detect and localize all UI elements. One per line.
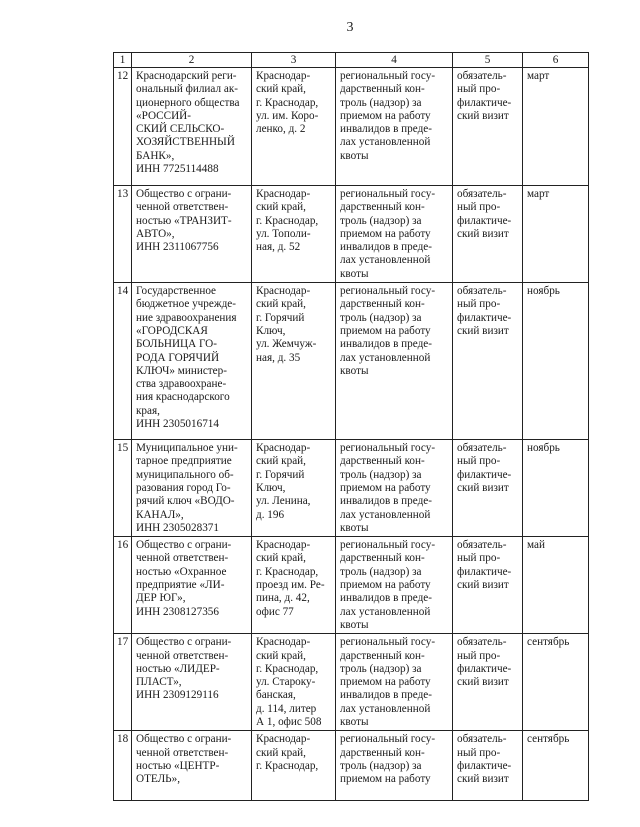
- month-cell: март: [523, 68, 589, 186]
- preventive-measure-cell: обязатель- ный про- филактиче- ский визит: [453, 283, 523, 440]
- table-row: [114, 186, 589, 283]
- control-type-cell: региональный госу- дарственный кон- троль (надзор) за приемом на работу инвалидов в преде- лах установленной квоты: [336, 68, 453, 186]
- control-type-cell: региональный госу- дарственный кон- троль (надзор) за приемом на работу инвалидов в преде- лах установленной квоты: [336, 634, 453, 731]
- address-cell: Краснодар- ский край, г. Горячий Ключ, ул. Жемчуж- ная, д. 35: [252, 283, 336, 440]
- preventive-measure-cell: обязатель- ный про- филактиче- ский визит: [453, 537, 523, 634]
- address-cell: Краснодар- ский край, г. Краснодар, ул. им. Коро- ленко, д. 2: [252, 68, 336, 186]
- row-number-cell: 14: [114, 283, 132, 440]
- table-row: [114, 731, 589, 801]
- organization-cell: Краснодарский реги- ональный филиал ак- ционерного общества «РОССИЙ- СКИЙ СЕЛЬСКО- ХОЗЯЙСТВЕННЫЙ БАНК», ИНН 7725114488: [132, 68, 252, 186]
- control-type-cell: региональный госу- дарственный кон- троль (надзор) за приемом на работу инвалидов в преде- лах установленной квоты: [336, 186, 453, 283]
- column-number: 5: [453, 53, 523, 68]
- month-cell: май: [523, 537, 589, 634]
- page-number: 3: [346, 20, 354, 35]
- column-number: 2: [132, 53, 252, 68]
- column-number-row: [114, 53, 589, 68]
- table-row: [114, 283, 589, 440]
- organization-cell: Общество с ограни- ченной ответствен- ностью «ТРАНЗИТ- АВТО», ИНН 2311067756: [132, 186, 252, 283]
- table-row: [114, 634, 589, 731]
- row-number-cell: 13: [114, 186, 132, 283]
- column-number: 1: [114, 53, 132, 68]
- inspection-schedule-table: [113, 52, 589, 801]
- column-number: 4: [336, 53, 453, 68]
- address-cell: Краснодар- ский край, г. Краснодар, проезд им. Ре- пина, д. 42, офис 77: [252, 537, 336, 634]
- address-cell: Краснодар- ский край, г. Краснодар, ул. Староку- банская, д. 114, литер А 1, офис 508: [252, 634, 336, 731]
- column-number: 3: [252, 53, 336, 68]
- table-row: [114, 68, 589, 186]
- row-number-cell: 18: [114, 731, 132, 801]
- table-row: [114, 440, 589, 537]
- row-number-cell: 17: [114, 634, 132, 731]
- organization-cell: Общество с ограни- ченной ответствен- ностью «Охранное предприятие «ЛИ- ДЕР ЮГ», ИНН 2308127356: [132, 537, 252, 634]
- preventive-measure-cell: обязатель- ный про- филактиче- ский визит: [453, 440, 523, 537]
- control-type-cell: региональный госу- дарственный кон- троль (надзор) за приемом на работу: [336, 731, 453, 801]
- address-cell: Краснодар- ский край, г. Краснодар, ул. Тополи- ная, д. 52: [252, 186, 336, 283]
- control-type-cell: региональный госу- дарственный кон- троль (надзор) за приемом на работу инвалидов в преде- лах установленной квоты: [336, 537, 453, 634]
- address-cell: Краснодар- ский край, г. Краснодар,: [252, 731, 336, 801]
- column-number: 6: [523, 53, 589, 68]
- organization-cell: Общество с ограни- ченной ответствен- ностью «ЛИДЕР- ПЛАСТ», ИНН 2309129116: [132, 634, 252, 731]
- month-cell: сентябрь: [523, 634, 589, 731]
- row-number-cell: 12: [114, 68, 132, 186]
- organization-cell: Государственное бюджетное учрежде- ние здравоохранения «ГОРОДСКАЯ БОЛЬНИЦА ГО- РОДА ГОРЯЧИЙ КЛЮЧ» министер- ства здравоохране- ния краснодарского края, ИНН 2305016714: [132, 283, 252, 440]
- preventive-measure-cell: обязатель- ный про- филактиче- ский визит: [453, 634, 523, 731]
- row-number-cell: 16: [114, 537, 132, 634]
- control-type-cell: региональный госу- дарственный кон- троль (надзор) за приемом на работу инвалидов в преде- лах установленной квоты: [336, 283, 453, 440]
- row-number-cell: 15: [114, 440, 132, 537]
- table-row: [114, 537, 589, 634]
- month-cell: сентябрь: [523, 731, 589, 801]
- control-type-cell: региональный госу- дарственный кон- троль (надзор) за приемом на работу инвалидов в преде- лах установленной квоты: [336, 440, 453, 537]
- month-cell: ноябрь: [523, 440, 589, 537]
- month-cell: март: [523, 186, 589, 283]
- preventive-measure-cell: обязатель- ный про- филактиче- ский визит: [453, 68, 523, 186]
- organization-cell: Общество с ограни- ченной ответствен- ностью «ЦЕНТР- ОТЕЛЬ»,: [132, 731, 252, 801]
- preventive-measure-cell: обязатель- ный про- филактиче- ский визит: [453, 186, 523, 283]
- organization-cell: Муниципальное уни- тарное предприятие муниципального об- разования город Го- рячий ключ «ВОДО- КАНАЛ», ИНН 2305028371: [132, 440, 252, 537]
- address-cell: Краснодар- ский край, г. Горячий Ключ, ул. Ленина, д. 196: [252, 440, 336, 537]
- preventive-measure-cell: обязатель- ный про- филактиче- ский визит: [453, 731, 523, 801]
- month-cell: ноябрь: [523, 283, 589, 440]
